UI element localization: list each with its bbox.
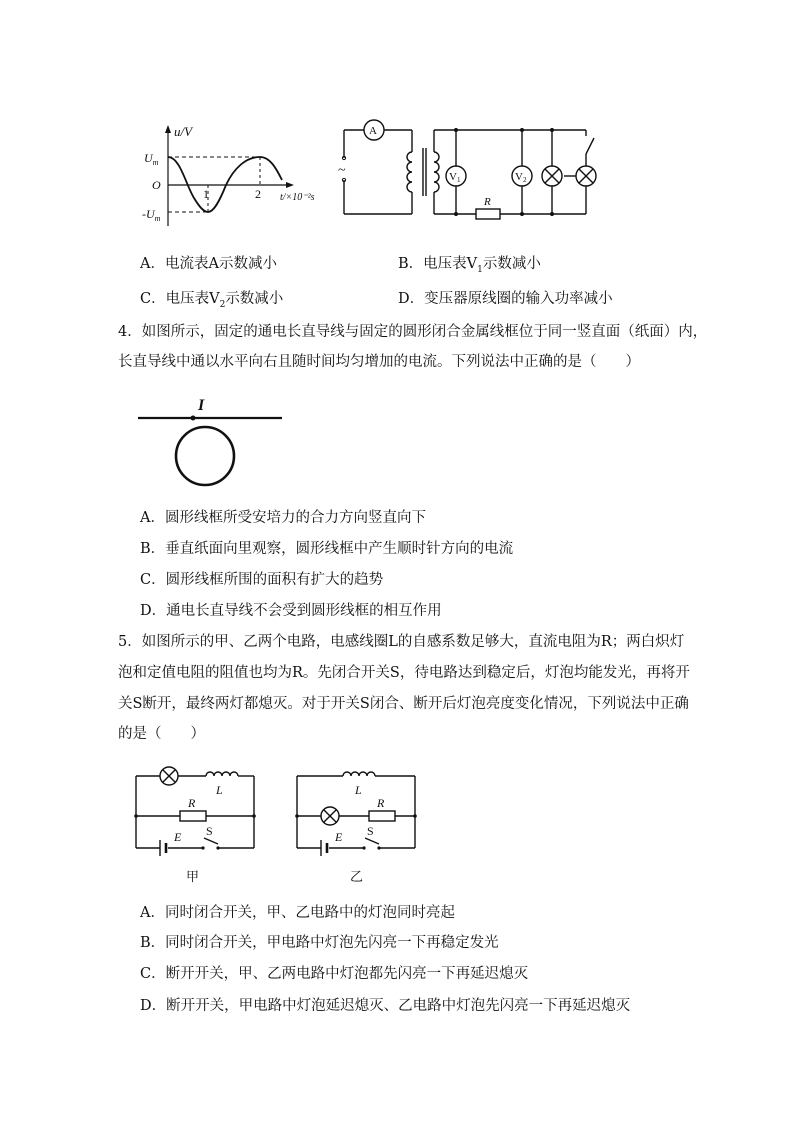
tick-1: 1 <box>203 187 209 201</box>
battery-label-jia: E <box>174 830 182 844</box>
q3-option-a: A．电流表A示数减小 <box>140 256 277 272</box>
q3-option-d: D．变压器原线圈的输入功率减小 <box>398 291 613 307</box>
circuit-yi <box>293 762 421 857</box>
q3-option-c: C．电压表$V_2$示数减小 <box>140 291 284 310</box>
q5-stem-line4: 的是（ ） <box>118 726 205 742</box>
caption-jia: 甲 <box>186 870 200 885</box>
q4-stem-line1: 4．如图所示，固定的通电长直导线与固定的圆形闭合金属线框位于同一竖直面（纸面）内， <box>118 324 708 340</box>
y-axis-label: u/V <box>174 124 193 139</box>
q5-stem-line3: 关S断开，最终两灯都熄灭。对于开关S闭合、断开后灯泡亮度变化情况，下列说法中正确 <box>118 696 689 712</box>
q3-option-b: B．电压表$V_1$示数减小 <box>398 256 541 275</box>
svg-text:V2: V2 <box>515 171 527 184</box>
tick-2: 2 <box>255 187 261 201</box>
q5-stem-line2: 泡和定值电阻的阻值也均为R。先闭合开关S，待电路达到稳定后，灯泡均能发光，再将开 <box>118 665 690 681</box>
resistor-label-yi: R <box>377 796 385 810</box>
transformer-circuit <box>336 118 598 222</box>
q5-option-b: B．同时闭合开关，甲电路中灯泡先闪亮一下再稳定发光 <box>140 935 499 951</box>
battery-label-yi: E <box>335 830 343 844</box>
q5-option-a: A．同时闭合开关，甲、乙电路中的灯泡同时亮起 <box>140 905 455 921</box>
voltage-time-graph <box>140 122 330 232</box>
q4-option-c: C．圆形线框所围的面积有扩大的趋势 <box>140 572 384 588</box>
q4-option-a: A．圆形线框所受安培力的合力方向竖直向下 <box>140 510 426 526</box>
q4-stem-line2: 长直导线中通以水平向右且随时间均匀增加的电流。下列说法中正确的是（ ） <box>118 354 640 370</box>
q5-stem-line1: 5．如图所示的甲、乙两个电路，电感线圈L的自感系数足够大，直流电阻为R；两白炽灯 <box>118 634 685 650</box>
x-axis-label: t/×10⁻²s <box>280 192 315 203</box>
circuit-jia <box>132 762 260 857</box>
svg-text:Um: $U_m$ <box>144 151 159 167</box>
q4-option-b: B．垂直纸面向里观察，圆形线框中产生顺时针方向的电流 <box>140 541 514 557</box>
resistor-label: R <box>484 196 491 208</box>
switch-label-jia: S <box>206 824 213 838</box>
svg-text:-Um: $-U_m$ <box>142 207 161 223</box>
inductor-label-yi: L <box>355 783 362 797</box>
current-label: I <box>198 397 205 414</box>
inductor-label-jia: L <box>216 783 223 797</box>
ac-source-symbol: ~ <box>338 163 346 178</box>
switch-label-yi: S <box>367 824 374 838</box>
q5-option-c: C．断开开关，甲、乙两电路中灯泡都先闪亮一下再延迟熄灭 <box>140 966 529 982</box>
ammeter-label: A <box>369 125 377 137</box>
caption-yi: 乙 <box>350 870 364 885</box>
origin-label: O <box>152 178 161 192</box>
q5-option-d: D．断开开关，甲电路中灯泡延迟熄灭、乙电路中灯泡先闪亮一下再延迟熄灭 <box>140 998 631 1014</box>
q4-option-d: D．通电长直导线不会受到圆形线框的相互作用 <box>140 603 442 619</box>
resistor-label-jia: R <box>188 796 196 810</box>
wire-and-loop-figure <box>136 390 286 490</box>
svg-text:V1: V1 <box>449 171 461 184</box>
